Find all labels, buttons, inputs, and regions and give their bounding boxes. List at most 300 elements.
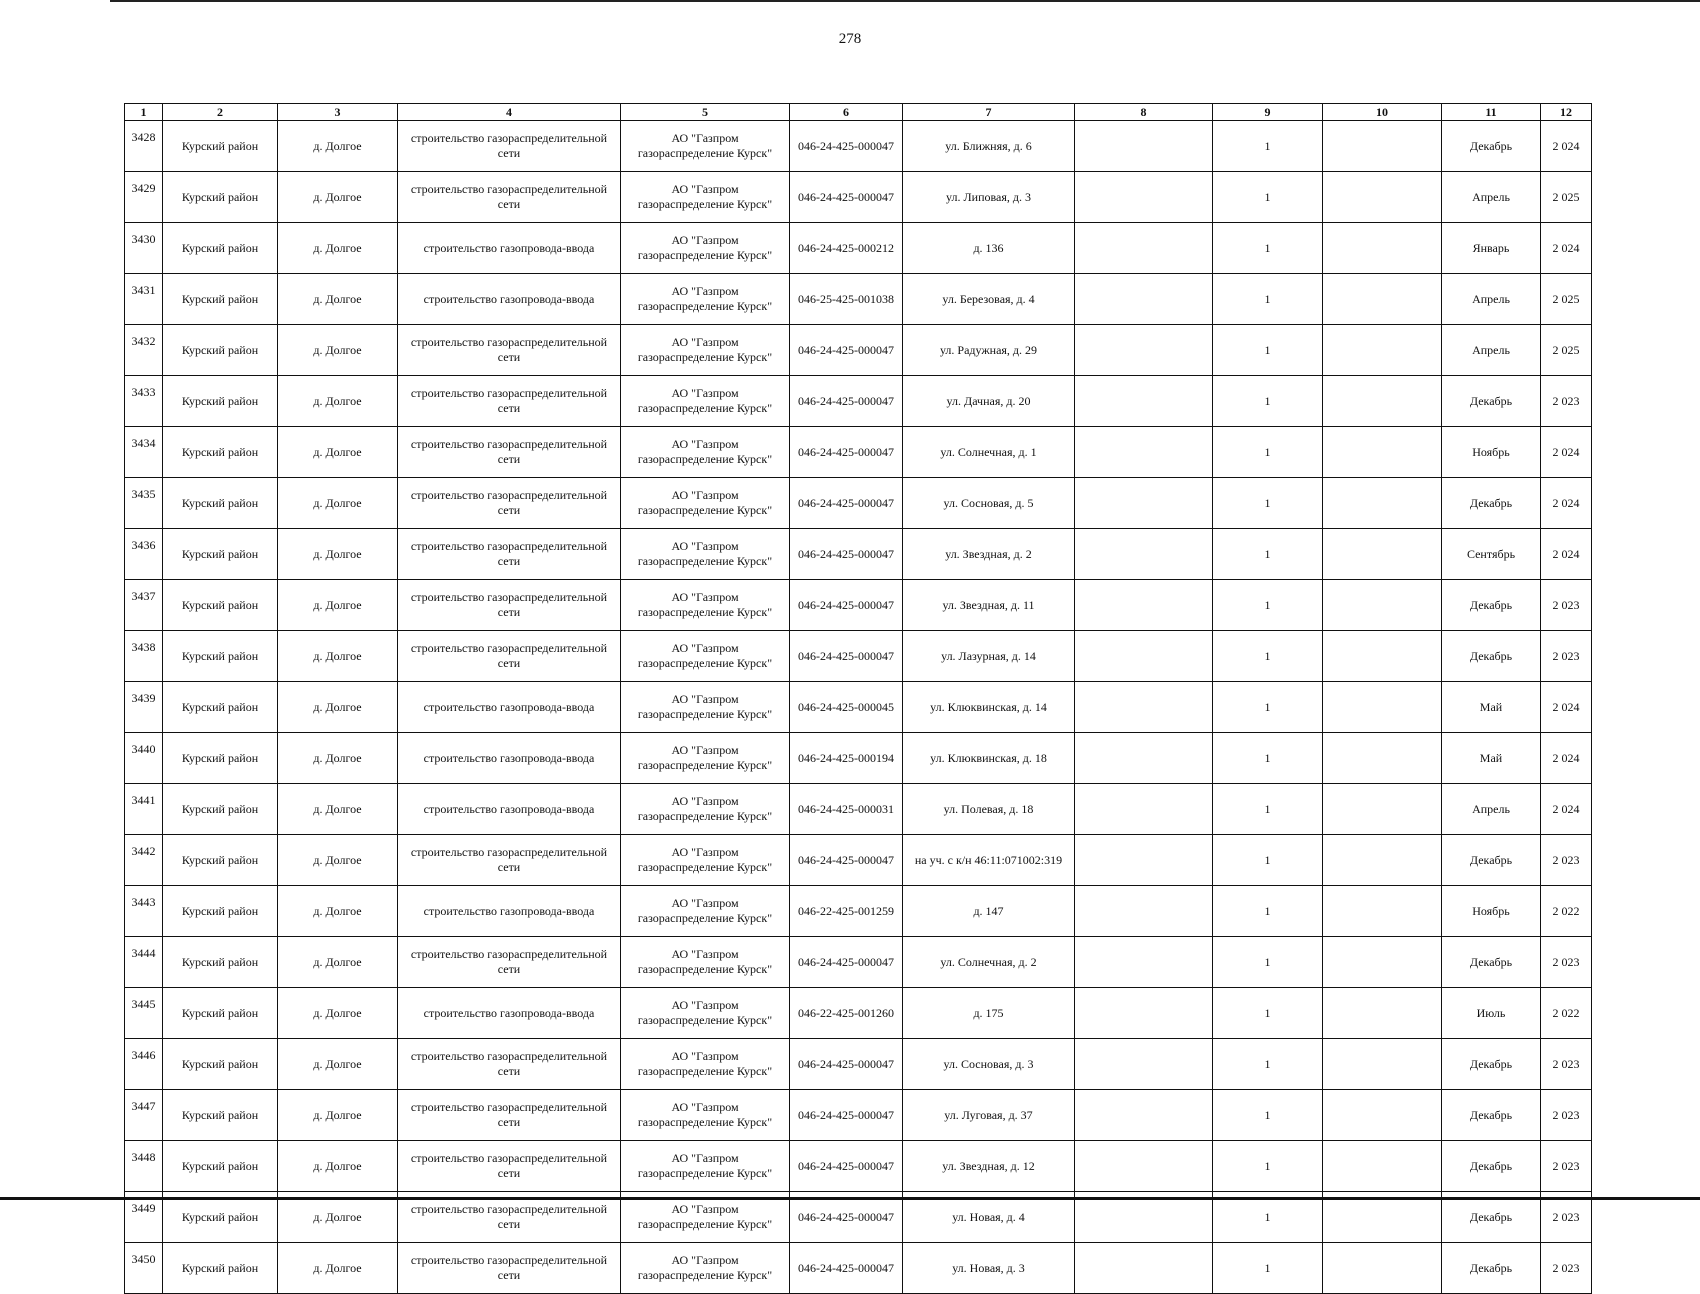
organization-cell: АО "Газпром газораспределение Курск" [621, 937, 790, 988]
table-row [125, 121, 1592, 172]
address-cell: ул. Звездная, д. 11 [903, 580, 1075, 631]
col-10-cell [1323, 1141, 1442, 1192]
program-code-cell: 046-24-425-000047 [790, 1141, 903, 1192]
month-cell: Сентябрь [1442, 529, 1541, 580]
year-cell: 2 023 [1541, 1090, 1592, 1141]
program-code-cell: 046-24-425-000047 [790, 1192, 903, 1243]
scan-edge-top [110, 0, 1700, 2]
quantity-cell: 1 [1213, 529, 1323, 580]
organization-cell: АО "Газпром газораспределение Курск" [621, 325, 790, 376]
quantity-cell: 1 [1213, 988, 1323, 1039]
row-number-cell: 3430 [125, 223, 163, 274]
quantity-cell: 1 [1213, 274, 1323, 325]
row-number-cell: 3441 [125, 784, 163, 835]
work-type-cell: строительство газораспределительной сети [398, 529, 621, 580]
program-code-cell: 046-24-425-000047 [790, 1243, 903, 1294]
row-number-cell: 3450 [125, 1243, 163, 1294]
organization-cell: АО "Газпром газораспределение Курск" [621, 631, 790, 682]
col-8-cell [1075, 631, 1213, 682]
column-header-8: 8 [1075, 104, 1213, 121]
table-row [125, 1141, 1592, 1192]
quantity-cell: 1 [1213, 223, 1323, 274]
settlement-cell: д. Долгое [278, 1090, 398, 1141]
col-8-cell [1075, 427, 1213, 478]
table-row [125, 988, 1592, 1039]
work-type-cell: строительство газораспределительной сети [398, 376, 621, 427]
page-number: 278 [838, 31, 862, 47]
row-number-cell: 3448 [125, 1141, 163, 1192]
address-cell: ул. Клюквинская, д. 18 [903, 733, 1075, 784]
district-cell: Курский район [163, 1039, 278, 1090]
district-cell: Курский район [163, 223, 278, 274]
year-cell: 2 023 [1541, 376, 1592, 427]
row-number-cell: 3436 [125, 529, 163, 580]
organization-cell: АО "Газпром газораспределение Курск" [621, 835, 790, 886]
organization-cell: АО "Газпром газораспределение Курск" [621, 1192, 790, 1243]
column-header-3: 3 [278, 104, 398, 121]
year-cell: 2 024 [1541, 784, 1592, 835]
district-cell: Курский район [163, 937, 278, 988]
program-code-cell: 046-24-425-000047 [790, 172, 903, 223]
table-row [125, 274, 1592, 325]
organization-cell: АО "Газпром газораспределение Курск" [621, 376, 790, 427]
month-cell: Декабрь [1442, 376, 1541, 427]
col-10-cell [1323, 529, 1442, 580]
year-cell: 2 025 [1541, 172, 1592, 223]
quantity-cell: 1 [1213, 172, 1323, 223]
table-row [125, 1039, 1592, 1090]
year-cell: 2 024 [1541, 121, 1592, 172]
col-8-cell [1075, 121, 1213, 172]
column-header-5: 5 [621, 104, 790, 121]
quantity-cell: 1 [1213, 376, 1323, 427]
year-cell: 2 024 [1541, 529, 1592, 580]
row-number-cell: 3432 [125, 325, 163, 376]
work-type-cell: строительство газораспределительной сети [398, 427, 621, 478]
organization-cell: АО "Газпром газораспределение Курск" [621, 682, 790, 733]
column-header-9: 9 [1213, 104, 1323, 121]
column-header-12: 12 [1541, 104, 1592, 121]
district-cell: Курский район [163, 478, 278, 529]
year-cell: 2 024 [1541, 427, 1592, 478]
organization-cell: АО "Газпром газораспределение Курск" [621, 427, 790, 478]
organization-cell: АО "Газпром газораспределение Курск" [621, 172, 790, 223]
row-number-cell: 3446 [125, 1039, 163, 1090]
quantity-cell: 1 [1213, 580, 1323, 631]
address-cell: ул. Клюквинская, д. 14 [903, 682, 1075, 733]
column-header-6: 6 [790, 104, 903, 121]
table-row [125, 1243, 1592, 1294]
table-row [125, 733, 1592, 784]
program-code-cell: 046-24-425-000031 [790, 784, 903, 835]
quantity-cell: 1 [1213, 835, 1323, 886]
col-8-cell [1075, 529, 1213, 580]
quantity-cell: 1 [1213, 478, 1323, 529]
settlement-cell: д. Долгое [278, 682, 398, 733]
settlement-cell: д. Долгое [278, 223, 398, 274]
address-cell: ул. Радужная, д. 29 [903, 325, 1075, 376]
col-8-cell [1075, 274, 1213, 325]
work-type-cell: строительство газораспределительной сети [398, 631, 621, 682]
col-10-cell [1323, 835, 1442, 886]
row-number-cell: 3439 [125, 682, 163, 733]
district-cell: Курский район [163, 988, 278, 1039]
year-cell: 2 025 [1541, 325, 1592, 376]
program-code-cell: 046-24-425-000047 [790, 121, 903, 172]
table-row [125, 478, 1592, 529]
month-cell: Апрель [1442, 172, 1541, 223]
program-code-cell: 046-24-425-000047 [790, 580, 903, 631]
work-type-cell: строительство газораспределительной сети [398, 580, 621, 631]
year-cell: 2 023 [1541, 1141, 1592, 1192]
quantity-cell: 1 [1213, 1192, 1323, 1243]
settlement-cell: д. Долгое [278, 427, 398, 478]
address-cell: ул. Солнечная, д. 1 [903, 427, 1075, 478]
organization-cell: АО "Газпром газораспределение Курск" [621, 1039, 790, 1090]
column-header-1: 1 [125, 104, 163, 121]
month-cell: Декабрь [1442, 1192, 1541, 1243]
month-cell: Декабрь [1442, 121, 1541, 172]
column-header-10: 10 [1323, 104, 1442, 121]
quantity-cell: 1 [1213, 121, 1323, 172]
district-cell: Курский район [163, 121, 278, 172]
organization-cell: АО "Газпром газораспределение Курск" [621, 121, 790, 172]
year-cell: 2 022 [1541, 886, 1592, 937]
row-number-cell: 3431 [125, 274, 163, 325]
row-number-cell: 3435 [125, 478, 163, 529]
district-cell: Курский район [163, 580, 278, 631]
col-8-cell [1075, 1141, 1213, 1192]
address-cell: ул. Сосновая, д. 3 [903, 1039, 1075, 1090]
table-row [125, 223, 1592, 274]
month-cell: Ноябрь [1442, 427, 1541, 478]
program-code-cell: 046-24-425-000047 [790, 427, 903, 478]
settlement-cell: д. Долгое [278, 1141, 398, 1192]
col-10-cell [1323, 580, 1442, 631]
year-cell: 2 023 [1541, 835, 1592, 886]
month-cell: Ноябрь [1442, 886, 1541, 937]
row-number-cell: 3428 [125, 121, 163, 172]
quantity-cell: 1 [1213, 1039, 1323, 1090]
address-cell: ул. Лазурная, д. 14 [903, 631, 1075, 682]
address-cell: ул. Новая, д. 4 [903, 1192, 1075, 1243]
table-row [125, 784, 1592, 835]
col-10-cell [1323, 733, 1442, 784]
work-type-cell: строительство газораспределительной сети [398, 1192, 621, 1243]
year-cell: 2 024 [1541, 478, 1592, 529]
month-cell: Декабрь [1442, 835, 1541, 886]
district-cell: Курский район [163, 682, 278, 733]
settlement-cell: д. Долгое [278, 1039, 398, 1090]
table-row [125, 580, 1592, 631]
program-code-cell: 046-24-425-000047 [790, 1090, 903, 1141]
organization-cell: АО "Газпром газораспределение Курск" [621, 478, 790, 529]
program-code-cell: 046-22-425-001260 [790, 988, 903, 1039]
address-cell: ул. Луговая, д. 37 [903, 1090, 1075, 1141]
row-number-cell: 3440 [125, 733, 163, 784]
row-number-cell: 3434 [125, 427, 163, 478]
year-cell: 2 024 [1541, 223, 1592, 274]
row-number-cell: 3447 [125, 1090, 163, 1141]
address-cell: на уч. с к/н 46:11:071002:319 [903, 835, 1075, 886]
col-10-cell [1323, 223, 1442, 274]
table-row [125, 631, 1592, 682]
settlement-cell: д. Долгое [278, 580, 398, 631]
month-cell: Май [1442, 733, 1541, 784]
month-cell: Декабрь [1442, 1243, 1541, 1294]
row-number-cell: 3429 [125, 172, 163, 223]
work-type-cell: строительство газопровода-ввода [398, 682, 621, 733]
settlement-cell: д. Долгое [278, 631, 398, 682]
month-cell: Декабрь [1442, 1039, 1541, 1090]
address-cell: ул. Липовая, д. 3 [903, 172, 1075, 223]
organization-cell: АО "Газпром газораспределение Курск" [621, 580, 790, 631]
settlement-cell: д. Долгое [278, 172, 398, 223]
col-8-cell [1075, 223, 1213, 274]
address-cell: ул. Дачная, д. 20 [903, 376, 1075, 427]
col-8-cell [1075, 1090, 1213, 1141]
work-type-cell: строительство газопровода-ввода [398, 988, 621, 1039]
col-10-cell [1323, 784, 1442, 835]
program-code-cell: 046-24-425-000047 [790, 529, 903, 580]
settlement-cell: д. Долгое [278, 1192, 398, 1243]
table-row [125, 1090, 1592, 1141]
year-cell: 2 023 [1541, 1192, 1592, 1243]
col-8-cell [1075, 172, 1213, 223]
organization-cell: АО "Газпром газораспределение Курск" [621, 1141, 790, 1192]
settlement-cell: д. Долгое [278, 733, 398, 784]
quantity-cell: 1 [1213, 631, 1323, 682]
col-10-cell [1323, 376, 1442, 427]
district-cell: Курский район [163, 427, 278, 478]
district-cell: Курский район [163, 784, 278, 835]
address-cell: ул. Полевая, д. 18 [903, 784, 1075, 835]
address-cell: ул. Сосновая, д. 5 [903, 478, 1075, 529]
month-cell: Май [1442, 682, 1541, 733]
year-cell: 2 023 [1541, 631, 1592, 682]
col-8-cell [1075, 478, 1213, 529]
quantity-cell: 1 [1213, 682, 1323, 733]
col-10-cell [1323, 478, 1442, 529]
district-cell: Курский район [163, 376, 278, 427]
col-10-cell [1323, 121, 1442, 172]
address-cell: ул. Ближняя, д. 6 [903, 121, 1075, 172]
col-10-cell [1323, 427, 1442, 478]
quantity-cell: 1 [1213, 325, 1323, 376]
settlement-cell: д. Долгое [278, 886, 398, 937]
settlement-cell: д. Долгое [278, 529, 398, 580]
column-header-2: 2 [163, 104, 278, 121]
work-type-cell: строительство газораспределительной сети [398, 325, 621, 376]
table-row [125, 172, 1592, 223]
program-code-cell: 046-24-425-000194 [790, 733, 903, 784]
col-10-cell [1323, 682, 1442, 733]
organization-cell: АО "Газпром газораспределение Курск" [621, 733, 790, 784]
row-number-cell: 3433 [125, 376, 163, 427]
quantity-cell: 1 [1213, 1141, 1323, 1192]
work-type-cell: строительство газопровода-ввода [398, 886, 621, 937]
row-number-cell: 3437 [125, 580, 163, 631]
district-cell: Курский район [163, 1090, 278, 1141]
col-8-cell [1075, 937, 1213, 988]
table-body [125, 121, 1592, 1294]
col-8-cell [1075, 1243, 1213, 1294]
col-10-cell [1323, 1039, 1442, 1090]
month-cell: Декабрь [1442, 478, 1541, 529]
work-type-cell: строительство газопровода-ввода [398, 223, 621, 274]
year-cell: 2 025 [1541, 274, 1592, 325]
month-cell: Январь [1442, 223, 1541, 274]
col-8-cell [1075, 376, 1213, 427]
district-cell: Курский район [163, 886, 278, 937]
row-number-cell: 3449 [125, 1192, 163, 1243]
table-row [125, 427, 1592, 478]
program-code-cell: 046-24-425-000047 [790, 937, 903, 988]
work-type-cell: строительство газораспределительной сети [398, 172, 621, 223]
quantity-cell: 1 [1213, 886, 1323, 937]
quantity-cell: 1 [1213, 427, 1323, 478]
col-8-cell [1075, 325, 1213, 376]
col-10-cell [1323, 886, 1442, 937]
work-type-cell: строительство газораспределительной сети [398, 1243, 621, 1294]
organization-cell: АО "Газпром газораспределение Курск" [621, 1090, 790, 1141]
settlement-cell: д. Долгое [278, 835, 398, 886]
table-row [125, 937, 1592, 988]
settlement-cell: д. Долгое [278, 121, 398, 172]
work-type-cell: строительство газораспределительной сети [398, 478, 621, 529]
quantity-cell: 1 [1213, 1243, 1323, 1294]
year-cell: 2 023 [1541, 1039, 1592, 1090]
col-8-cell [1075, 1039, 1213, 1090]
district-cell: Курский район [163, 529, 278, 580]
district-cell: Курский район [163, 1192, 278, 1243]
table-header-row [125, 104, 1592, 121]
program-code-cell: 046-24-425-000045 [790, 682, 903, 733]
program-code-cell: 046-24-425-000047 [790, 325, 903, 376]
work-type-cell: строительство газораспределительной сети [398, 937, 621, 988]
address-cell: ул. Березовая, д. 4 [903, 274, 1075, 325]
address-cell: д. 175 [903, 988, 1075, 1039]
address-cell: ул. Звездная, д. 12 [903, 1141, 1075, 1192]
row-number-cell: 3438 [125, 631, 163, 682]
col-10-cell [1323, 937, 1442, 988]
year-cell: 2 024 [1541, 682, 1592, 733]
column-header-4: 4 [398, 104, 621, 121]
program-code-cell: 046-24-425-000047 [790, 376, 903, 427]
quantity-cell: 1 [1213, 784, 1323, 835]
quantity-cell: 1 [1213, 733, 1323, 784]
col-10-cell [1323, 325, 1442, 376]
row-number-cell: 3444 [125, 937, 163, 988]
district-cell: Курский район [163, 274, 278, 325]
program-code-cell: 046-25-425-001038 [790, 274, 903, 325]
organization-cell: АО "Газпром газораспределение Курск" [621, 529, 790, 580]
organization-cell: АО "Газпром газораспределение Курск" [621, 223, 790, 274]
month-cell: Декабрь [1442, 631, 1541, 682]
program-code-cell: 046-24-425-000212 [790, 223, 903, 274]
work-type-cell: строительство газопровода-ввода [398, 274, 621, 325]
table-row [125, 376, 1592, 427]
program-code-cell: 046-22-425-001259 [790, 886, 903, 937]
col-10-cell [1323, 1090, 1442, 1141]
settlement-cell: д. Долгое [278, 376, 398, 427]
year-cell: 2 023 [1541, 937, 1592, 988]
settlement-cell: д. Долгое [278, 325, 398, 376]
organization-cell: АО "Газпром газораспределение Курск" [621, 784, 790, 835]
settlement-cell: д. Долгое [278, 1243, 398, 1294]
organization-cell: АО "Газпром газораспределение Курск" [621, 988, 790, 1039]
settlement-cell: д. Долгое [278, 478, 398, 529]
district-cell: Курский район [163, 631, 278, 682]
settlement-cell: д. Долгое [278, 937, 398, 988]
settlement-cell: д. Долгое [278, 784, 398, 835]
month-cell: Декабрь [1442, 1141, 1541, 1192]
organization-cell: АО "Газпром газораспределение Курск" [621, 1243, 790, 1294]
table-row [125, 835, 1592, 886]
row-number-cell: 3445 [125, 988, 163, 1039]
work-type-cell: строительство газораспределительной сети [398, 1090, 621, 1141]
organization-cell: АО "Газпром газораспределение Курск" [621, 274, 790, 325]
work-type-cell: строительство газопровода-ввода [398, 784, 621, 835]
col-8-cell [1075, 886, 1213, 937]
register-table [124, 103, 1592, 1294]
month-cell: Декабрь [1442, 580, 1541, 631]
col-10-cell [1323, 172, 1442, 223]
work-type-cell: строительство газопровода-ввода [398, 733, 621, 784]
col-8-cell [1075, 988, 1213, 1039]
program-code-cell: 046-24-425-000047 [790, 835, 903, 886]
work-type-cell: строительство газораспределительной сети [398, 835, 621, 886]
year-cell: 2 024 [1541, 733, 1592, 784]
col-8-cell [1075, 784, 1213, 835]
col-8-cell [1075, 580, 1213, 631]
col-10-cell [1323, 988, 1442, 1039]
work-type-cell: строительство газораспределительной сети [398, 1141, 621, 1192]
month-cell: Апрель [1442, 325, 1541, 376]
address-cell: ул. Новая, д. 3 [903, 1243, 1075, 1294]
col-10-cell [1323, 274, 1442, 325]
row-number-cell: 3442 [125, 835, 163, 886]
year-cell: 2 023 [1541, 580, 1592, 631]
col-10-cell [1323, 631, 1442, 682]
table-row [125, 529, 1592, 580]
district-cell: Курский район [163, 172, 278, 223]
settlement-cell: д. Долгое [278, 274, 398, 325]
program-code-cell: 046-24-425-000047 [790, 478, 903, 529]
col-8-cell [1075, 835, 1213, 886]
col-8-cell [1075, 733, 1213, 784]
year-cell: 2 023 [1541, 1243, 1592, 1294]
quantity-cell: 1 [1213, 1090, 1323, 1141]
settlement-cell: д. Долгое [278, 988, 398, 1039]
year-cell: 2 022 [1541, 988, 1592, 1039]
program-code-cell: 046-24-425-000047 [790, 1039, 903, 1090]
month-cell: Декабрь [1442, 1090, 1541, 1141]
address-cell: д. 147 [903, 886, 1075, 937]
district-cell: Курский район [163, 733, 278, 784]
col-8-cell [1075, 682, 1213, 733]
col-10-cell [1323, 1243, 1442, 1294]
column-header-7: 7 [903, 104, 1075, 121]
month-cell: Апрель [1442, 274, 1541, 325]
work-type-cell: строительство газораспределительной сети [398, 1039, 621, 1090]
district-cell: Курский район [163, 1243, 278, 1294]
table-row [125, 325, 1592, 376]
address-cell: ул. Солнечная, д. 2 [903, 937, 1075, 988]
address-cell: ул. Звездная, д. 2 [903, 529, 1075, 580]
month-cell: Июль [1442, 988, 1541, 1039]
program-code-cell: 046-24-425-000047 [790, 631, 903, 682]
